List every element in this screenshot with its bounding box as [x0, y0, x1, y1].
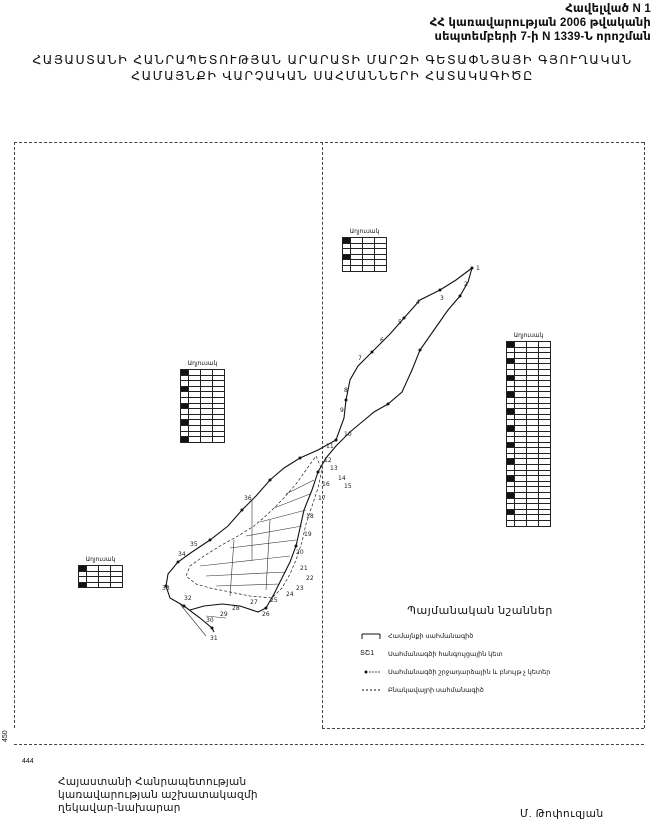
value-cell — [111, 582, 123, 588]
boundary-point-label: 26 — [262, 611, 270, 618]
boundary-point-label: 19 — [304, 531, 312, 538]
boundary-point-label: 13 — [330, 465, 338, 472]
boundary-point-label: 9 — [340, 407, 344, 414]
coordinate-table — [342, 237, 387, 272]
value-cell — [351, 265, 363, 271]
table-row — [181, 437, 225, 443]
coordinate-table — [506, 341, 551, 527]
boundary-point-label: 29 — [220, 611, 228, 618]
table-title: Աղյուսակ — [349, 229, 380, 235]
value-cell — [515, 521, 527, 527]
boundary-point-label: 4 — [416, 299, 420, 306]
coordinate-table-top — [342, 228, 387, 272]
signature-block — [58, 776, 258, 815]
community-boundary-line — [166, 268, 472, 632]
map-label-group — [162, 265, 480, 642]
boundary-point-label: 22 — [306, 575, 314, 582]
boundary-point-label: 8 — [344, 387, 348, 394]
boundary-point-label: 14 — [338, 475, 346, 482]
boundary-point-label: 30 — [206, 617, 214, 624]
boundary-point-label: 35 — [190, 541, 198, 548]
point-number-cell — [507, 521, 515, 527]
table-row — [79, 582, 123, 588]
table-row — [343, 265, 387, 271]
legend-item — [360, 627, 600, 645]
value-cell — [201, 437, 213, 443]
frame-number-below: 444 — [22, 758, 34, 765]
map-legend — [360, 604, 600, 699]
legend-item — [360, 645, 600, 663]
value-cell — [87, 582, 99, 588]
coordinate-table — [78, 565, 123, 588]
boundary-point-label: 1 — [476, 265, 480, 272]
boundary-point-label: 33 — [162, 585, 170, 592]
value-cell — [375, 265, 387, 271]
boundary-point-label: 17 — [318, 495, 326, 502]
point-number-cell — [181, 437, 189, 443]
value-cell — [363, 265, 375, 271]
legend-item-label: Սահմանագծի հանգույցային կետ — [388, 651, 503, 658]
legend-item-label: Համայնքի սահմանագիծ — [388, 633, 474, 640]
coordinate-table-bottom — [78, 556, 123, 588]
table-title: Աղյուսակ — [513, 333, 544, 339]
boundary-point-label: 3 — [440, 295, 444, 302]
settlement-boundary — [186, 456, 322, 598]
legend-item-label: Սահմանագծի շրջադարձային և բնույթ չ կետեր — [388, 669, 551, 676]
boundary-point-label: 23 — [296, 585, 304, 592]
coordinate-table-left — [180, 360, 225, 443]
boundary-point-label: 6 — [380, 337, 384, 344]
document-title-line2: ՀԱՄԱՅՆՔԻ ՎԱՐՉԱԿԱՆ ՍԱՀՄԱՆՆԵՐԻ ՀԱՏԱԿԱԳԻԾԸ — [131, 69, 534, 83]
parcel-lines — [180, 480, 314, 636]
table-row — [507, 521, 551, 527]
document-title-line1: ՀԱՅԱՍՏԱՆԻ ՀԱՆՐԱՊԵՏՈՒԹՅԱՆ ԱՐԱՐԱՏԻ ՄԱՐԶԻ ԳԵՏԱՓՆՅԱՅԻ ԳՅՈՒՂԱԿԱՆ — [32, 53, 633, 67]
signer-org-line1: Հայաստանի Հանրապետության — [58, 776, 247, 788]
coordinate-table-right — [506, 332, 551, 527]
legend-item — [360, 681, 600, 699]
table-title: Աղյուսակ — [187, 361, 218, 367]
boundary-point-label: 21 — [300, 565, 308, 572]
annex-decree-line: ՀՀ կառավարության 2006 թվականի — [429, 17, 651, 29]
boundary-point-label: 24 — [286, 591, 294, 598]
value-cell — [527, 521, 539, 527]
value-cell — [539, 521, 551, 527]
boundary-point-label: 27 — [250, 599, 258, 606]
boundary-point-label: 18 — [306, 513, 314, 520]
boundary-point-label: 2 — [464, 281, 468, 288]
table-title: Աղյուսակ — [85, 557, 116, 563]
value-cell — [99, 582, 111, 588]
annex-decree-date: սեպտեմբերի 7-ի N 1339-Ն որոշման — [434, 31, 651, 43]
signer-position: ղեկավար-նախարար — [58, 802, 181, 814]
boundary-point-label: 16 — [322, 481, 330, 488]
boundary-line-icon — [360, 631, 382, 641]
boundary-point-label: 25 — [270, 597, 278, 604]
signer-name: Մ. Թոփուզյան — [520, 808, 604, 820]
boundary-point-label: 10 — [344, 431, 352, 438]
boundary-point-label: 32 — [184, 595, 192, 602]
node-markers — [165, 267, 474, 630]
boundary-point-label: 28 — [232, 605, 240, 612]
boundary-point-label: 31 — [210, 635, 218, 642]
boundary-point-label: 11 — [326, 443, 334, 450]
point-number-cell — [343, 265, 351, 271]
boundary-point-label: 5 — [398, 319, 402, 326]
legend-item — [360, 663, 600, 681]
turning-point-icon — [360, 667, 382, 677]
point-number-cell — [79, 582, 87, 588]
coordinate-table — [180, 369, 225, 443]
boundary-point-label: 36 — [244, 495, 252, 502]
frame-number-vertical: 450 — [2, 730, 9, 742]
annex-number: Հավելված N 1 — [565, 3, 651, 15]
boundary-point-label: 34 — [178, 551, 186, 558]
settlement-boundary-icon — [360, 685, 382, 695]
legend-title: Պայմանական նշաններ — [407, 605, 553, 617]
node-point-icon: ՏՇ1 — [360, 650, 375, 657]
boundary-point-label: 15 — [344, 483, 352, 490]
boundary-point-label: 20 — [296, 549, 304, 556]
legend-item-label: Բնակավայրի սահմանագիծ — [388, 687, 484, 694]
boundary-point-label: 7 — [358, 355, 362, 362]
value-cell — [213, 437, 225, 443]
value-cell — [189, 437, 201, 443]
boundary-point-label: 12 — [324, 457, 332, 464]
signer-org-line2: կառավարության աշխատակազմի — [58, 789, 258, 801]
